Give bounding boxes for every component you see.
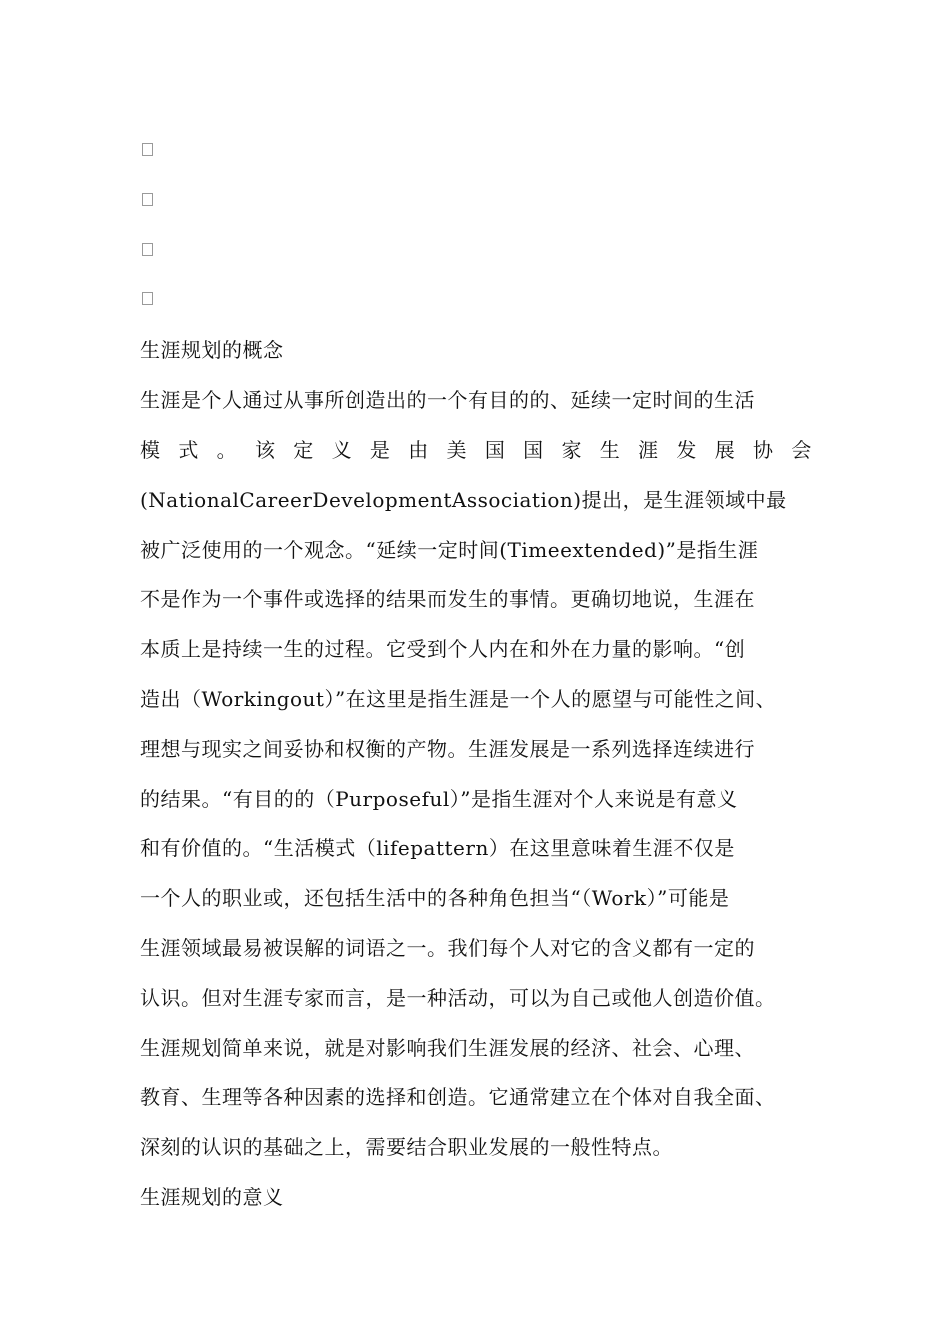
section-heading-significance: 生涯规划的意义 — [140, 1185, 284, 1209]
paragraph-line: 和有价值的。“生活模式（lifepattern）在这里意味着生涯不仅是 — [140, 836, 735, 860]
char: 式 — [178, 438, 199, 462]
char: 义 — [331, 438, 353, 462]
char: 协 — [753, 438, 774, 462]
paragraph-line: 一个人的职业或，还包括生活中的各种角色担当“（Work）”可能是 — [140, 886, 730, 910]
char: 生 — [599, 438, 621, 462]
paragraph-line: 生涯领域最易被误解的词语之一。我们每个人对它的含义都有一定的 — [140, 936, 755, 960]
paragraph-line: 教育、生理等各种因素的选择和创造。它通常建立在个体对自我全面、 — [140, 1085, 776, 1109]
paragraph-line: 认识。但对生涯专家而言，是一种活动，可以为自己或他人创造价值。 — [140, 986, 776, 1010]
paragraph-line-spread — [140, 436, 812, 464]
char: 定 — [293, 438, 314, 462]
char: 该 — [254, 438, 276, 462]
paragraph-line: 本质上是持续一生的过程。它受到个人内在和外在力量的影响。“创 — [140, 637, 746, 661]
char: 发 — [676, 438, 697, 462]
paragraph-line: 不是作为一个事件或选择的结果而发生的事情。更确切地说，生涯在 — [140, 587, 755, 611]
char: 会 — [791, 438, 812, 462]
char: 国 — [523, 438, 544, 462]
paragraph-line: 的结果。“有目的的（Purposeful）”是指生涯对个人来说是有意义 — [140, 787, 738, 811]
char: 涯 — [638, 438, 659, 462]
missing-glyph-box-icon — [142, 292, 153, 305]
char: 国 — [484, 438, 506, 462]
char: 由 — [408, 438, 429, 462]
paragraph-line: 生涯规划简单来说，就是对影响我们生涯发展的经济、社会、心理、 — [140, 1036, 755, 1060]
char: 展 — [714, 438, 736, 462]
missing-glyph-box-icon — [142, 143, 153, 156]
section-heading-concept: 生涯规划的概念 — [140, 338, 284, 362]
paragraph-line: 被广泛使用的一个观念。“延续一定时间(Timeextended)”是指生涯 — [140, 538, 759, 562]
char: 是 — [369, 438, 391, 462]
paragraph-line: 造出（Workingout）”在这里是指生涯是一个人的愿望与可能性之间、 — [140, 687, 777, 711]
char: 美 — [446, 438, 467, 462]
paragraph-line: 生涯是个人通过从事所创造出的一个有目的的、延续一定时间的生活 — [140, 388, 755, 412]
missing-glyph-box-icon — [142, 193, 153, 206]
paragraph-line: 深刻的认识的基础之上，需要结合职业发展的一般性特点。 — [140, 1135, 673, 1159]
paragraph-line: 理想与现实之间妥协和权衡的产物。生涯发展是一系列选择连续进行 — [140, 737, 755, 761]
char: 家 — [561, 438, 582, 462]
missing-glyph-box-icon — [142, 243, 153, 256]
char: 。 — [216, 438, 238, 462]
char: 模 — [140, 438, 161, 462]
paragraph-line: (NationalCareerDevelopmentAssociation)提出，是生涯领域中最 — [140, 488, 787, 512]
